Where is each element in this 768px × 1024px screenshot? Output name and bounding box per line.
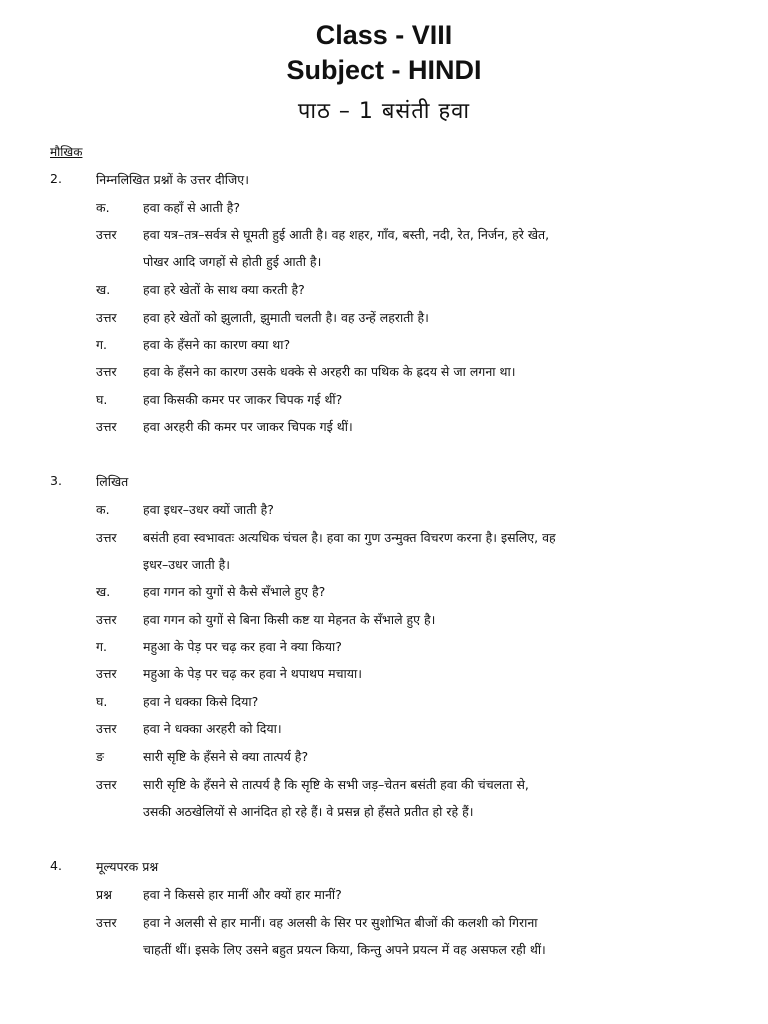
subject-title: Subject - HINDI [286, 55, 482, 85]
item-text: सारी सृष्टि के हँसने से क्या तात्पर्य है? [143, 749, 309, 764]
item-text: हवा गगन को युगों से कैसे सँभाले हुए है? [143, 584, 326, 599]
lesson-title: पाठ – 1 बसंती हवा [297, 99, 471, 124]
item-label: क. [96, 200, 110, 215]
item-text: हवा हरे खेतों को झुलाती, झुमाती चलती है। वह उन्हें लहराती है। [143, 310, 429, 325]
item-text: उसकी अठखेलियों से आनंदित हो रहे हैं। वे प्रसन्न हो हँसते प्रतीत हो रहे हैं। [143, 804, 474, 819]
item-label: उत्तर [96, 364, 117, 379]
item-text: हवा ने अलसी से हार मानीं। वह अलसी के सिर पर सुशोभित बीजों की कलशी को गिराना [143, 915, 538, 930]
item-text: हवा के हँसने का कारण उसके धक्के से अरहरी का पथिक के ह्रदय से जा लगना था। [143, 364, 516, 379]
item-label: ग. [96, 337, 108, 352]
item-label: ख. [96, 584, 111, 599]
item-label: घ. [96, 694, 108, 709]
item-label: उत्तर [96, 777, 117, 792]
item-label: उत्तर [96, 530, 117, 545]
item-text: हवा ने धक्का अरहरी को दिया। [143, 721, 282, 736]
item-text: हवा कहाँ से आती है? [143, 200, 241, 215]
item-text: इधर–उधर जाती है। [143, 557, 231, 572]
item-label: ग. [96, 639, 108, 654]
item-label: उत्तर [96, 419, 117, 434]
item-text: हवा हरे खेतों के साथ क्या करती है? [143, 282, 305, 297]
item-label: उत्तर [96, 721, 117, 736]
item-label: उत्तर [96, 612, 117, 627]
item-label: उत्तर [96, 310, 117, 325]
item-label: उत्तर [96, 915, 117, 930]
item-text: हवा के हँसने का कारण क्या था? [143, 337, 291, 352]
section-number: 2. [50, 171, 62, 186]
section-number: 3. [50, 473, 62, 488]
item-text: बसंती हवा स्वभावतः अत्यधिक चंचल है। हवा का गुण उन्मुक्त विचरण करना है। इसलिए, वह [143, 530, 556, 545]
item-label: उत्तर [96, 227, 117, 242]
item-text: हवा ने किससे हार मानीं और क्यों हार मानीं? [143, 887, 342, 902]
item-label: प्रश्न [96, 887, 112, 902]
section-number: 4. [50, 858, 62, 873]
item-text: पोखर आदि जगहों से होती हुई आती है। [143, 254, 322, 269]
item-label: घ. [96, 392, 108, 407]
item-label: ङ [96, 749, 104, 764]
item-text: हवा ने धक्का किसे दिया? [143, 694, 259, 709]
item-text: हवा गगन को युगों से बिना किसी कष्ट या मेहनत के सँभाले हुए है। [143, 612, 436, 627]
item-text: महुआ के पेड़ पर चढ़ कर हवा ने क्या किया? [143, 639, 342, 654]
item-text: महुआ के पेड़ पर चढ़ कर हवा ने थपाथप मचाया। [143, 666, 362, 681]
section-title: लिखित [96, 474, 129, 489]
item-text: चाहतीं थीं। इसके लिए उसने बहुत प्रयत्न किया, किन्तु अपने प्रयत्न में वह असफल रही थीं। [143, 942, 546, 957]
item-label: क. [96, 502, 110, 517]
item-text: हवा किसकी कमर पर जाकर चिपक गई थीं? [143, 392, 343, 407]
item-text: हवा यत्र–तत्र–सर्वत्र से घूमती हुई आती है। वह शहर, गाँव, बस्ती, नदी, रेत, निर्जन, हरे खेत, [143, 227, 550, 242]
item-label: उत्तर [96, 666, 117, 681]
oral-heading: मौखिक [50, 145, 83, 159]
class-title: Class - VIII [315, 20, 453, 50]
item-text: सारी सृष्टि के हँसने से तात्पर्य है कि सृष्टि के सभी जड़–चेतन बसंती हवा की चंचलता से, [143, 777, 529, 792]
item-label: ख. [96, 282, 111, 297]
item-text: हवा अरहरी की कमर पर जाकर चिपक गई थीं। [143, 419, 353, 434]
section-title: निम्नलिखित प्रश्नों के उत्तर दीजिए। [96, 172, 249, 187]
item-text: हवा इधर–उधर क्यों जाती है? [143, 502, 274, 517]
section-title: मूल्यपरक प्रश्न [96, 859, 159, 874]
